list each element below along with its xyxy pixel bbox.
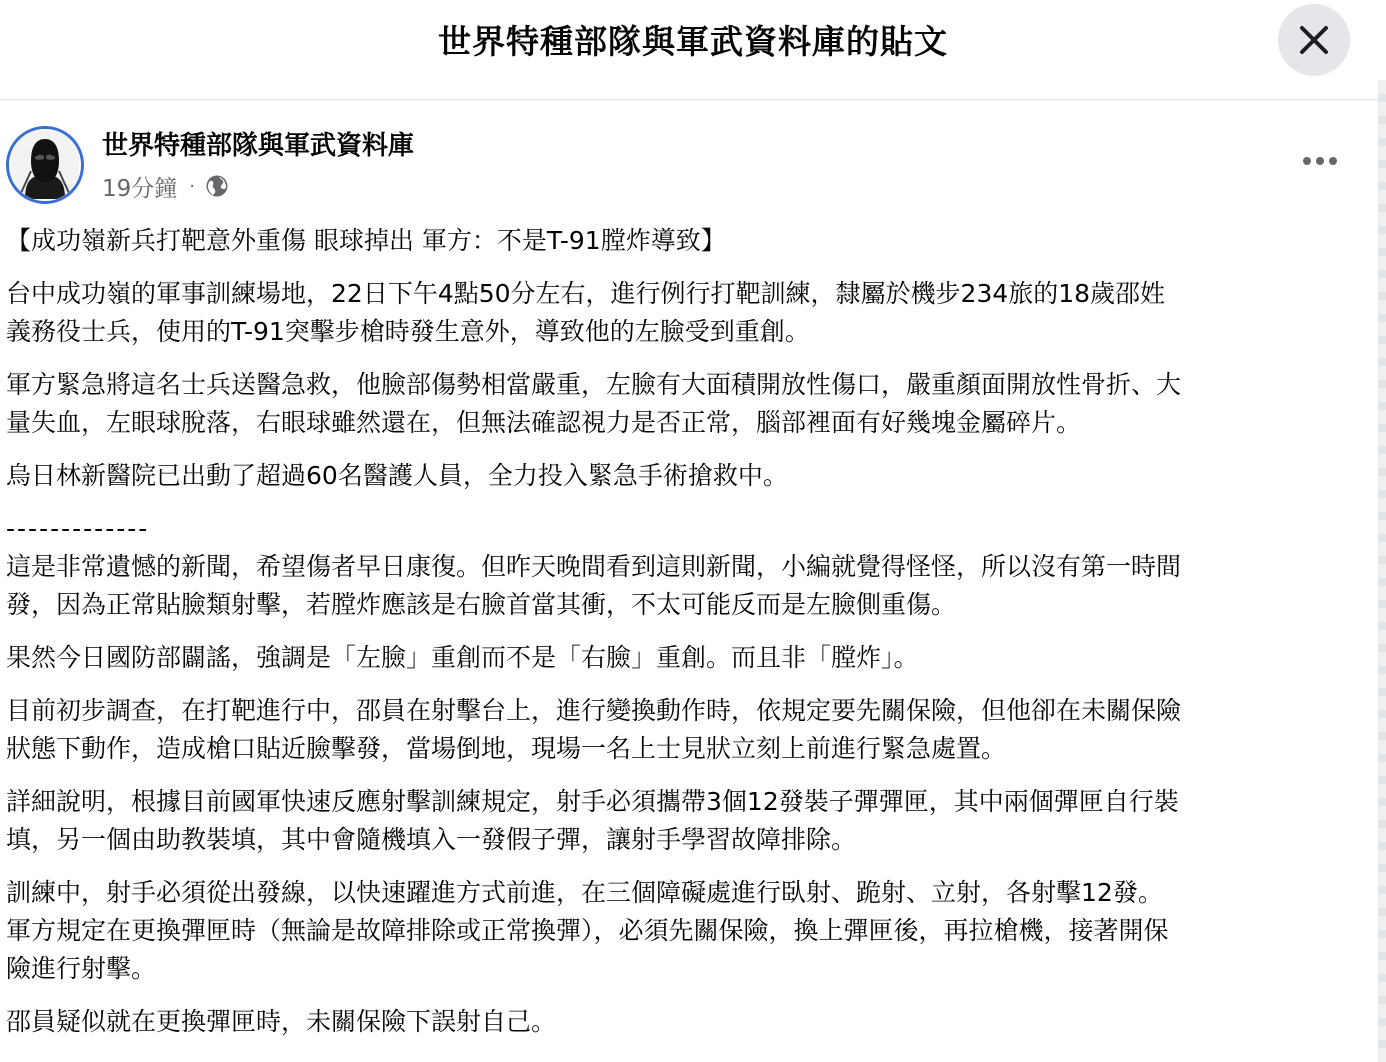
post-paragraph: 軍方緊急將這名士兵送醫急救，他臉部傷勢相當嚴重，左臉有大面積開放性傷口，嚴重顏面開放性骨折、大 量失血，左眼球脫落，右眼球雖然還在，但無法確認視力是否正常，腦部裡面有好幾塊金屬碎片。 xyxy=(6,370,1182,437)
post-paragraph: 果然今日國防部闢謠，強調是「左臉」重創而不是「右臉」重創。而且非「膛炸」。 xyxy=(6,643,919,672)
post-text xyxy=(6,222,1368,1056)
post-author-name[interactable]: 世界特種部隊與軍武資料庫 xyxy=(102,131,415,161)
post-paragraph: 詳細說明，根據目前國軍快速反應射擊訓練規定，射手必須攜帶3個12發裝子彈彈匣，其中兩個彈匣自行裝 填，另一個由助教裝填，其中會隨機填入一發假子彈，讓射手學習故障排除。 xyxy=(6,787,1179,854)
avatar[interactable] xyxy=(6,126,84,204)
globe-icon[interactable] xyxy=(205,174,229,198)
post-paragraph: 這是非常遺憾的新聞，希望傷者早日康復。但昨天晚間看到這則新聞，小編就覺得怪怪，所以沒有第一時間 發，因為正常貼臉類射擊，若膛炸應該是右臉首當其衝，不太可能反而是左臉側重傷。 xyxy=(6,552,1182,619)
post-paragraph: 邵員疑似就在更換彈匣時，未關保險下誤射自己。 xyxy=(6,1007,557,1036)
post-divider: ------------- xyxy=(6,514,150,543)
close-icon xyxy=(1298,24,1330,56)
scrollbar[interactable] xyxy=(1378,80,1386,1062)
post-paragraph: 目前初步調查，在打靶進行中，邵員在射擊台上，進行變換動作時，依規定要先關保險，但他卻在未關保險 狀態下動作，造成槍口貼近臉擊發，當場倒地，現場一名上士見狀立刻上前進行緊急處置。 xyxy=(6,696,1182,763)
post-paragraph: 訓練中，射手必須從出發線，以快速躍進方式前進，在三個障礙處進行臥射、跪射、立射，各射擊12發。 軍方規定在更換彈匣時（無論是故障排除或正常換彈），必須先關保險，換上彈匣後，再拉槍機，接著開保 險進行射擊。 xyxy=(6,878,1169,983)
close-button[interactable] xyxy=(1278,4,1350,76)
meta-separator: · xyxy=(189,175,196,197)
dialog-header xyxy=(0,0,1386,100)
masked-soldier-icon xyxy=(11,131,79,199)
more-dots-icon xyxy=(1302,154,1338,168)
more-options-button[interactable] xyxy=(1294,142,1346,182)
post-headline: 【成功嶺新兵打靶意外重傷 眼球掉出 軍方：不是T-91膛炸導致】 xyxy=(6,226,726,255)
post-paragraph: 台中成功嶺的軍事訓練場地，22日下午4點50分左右，進行例行打靶訓練，隸屬於機步234旅的18歲邵姓 義務役士兵，使用的T-91突擊步槍時發生意外，導致他的左臉受到重創。 xyxy=(6,279,1166,346)
post-meta xyxy=(102,168,229,204)
post-paragraph: 烏日林新醫院已出動了超過60名醫護人員，全力投入緊急手術搶救中。 xyxy=(6,461,788,490)
dialog-title: 世界特種部隊與軍武資料庫的貼文 xyxy=(438,22,948,61)
post-timestamp[interactable]: 19分鐘 xyxy=(102,175,178,202)
